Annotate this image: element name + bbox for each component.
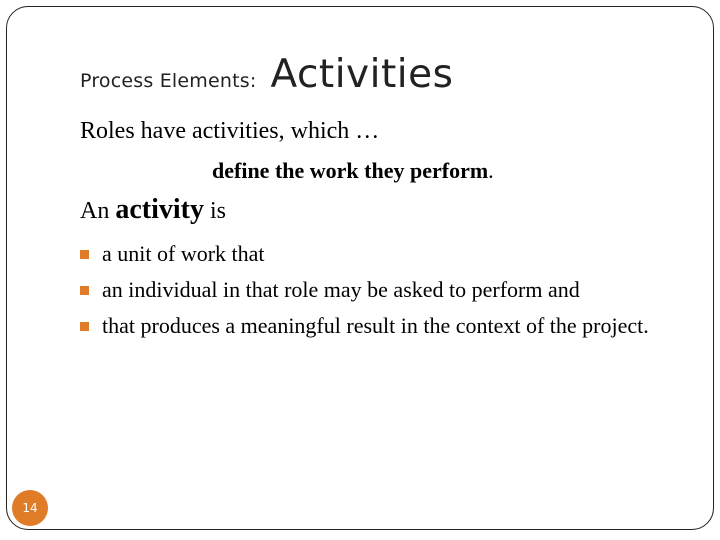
page-number-badge: 14 <box>12 490 48 526</box>
definition-text: define the work they perform <box>212 158 489 183</box>
slide-title <box>80 52 453 97</box>
square-bullet-icon <box>80 250 89 259</box>
definition-line <box>212 158 494 184</box>
bullet-text: an individual in that role may be asked to perform and <box>102 277 580 302</box>
list-item <box>80 310 690 342</box>
activity-intro-suffix: is <box>203 198 226 224</box>
activity-intro-line <box>80 194 226 226</box>
bullet-text: that produces a meaningful result in the context of the project. <box>102 313 649 338</box>
bullet-list <box>80 238 690 346</box>
activity-keyword: activity <box>115 194 204 225</box>
square-bullet-icon <box>80 322 89 331</box>
title-main: Activities <box>270 52 454 97</box>
list-item <box>80 274 690 306</box>
list-item <box>80 238 690 270</box>
definition-period: . <box>488 158 494 183</box>
title-prefix: Process Elements: <box>80 70 257 92</box>
intro-line: Roles have activities, which … <box>80 118 380 144</box>
square-bullet-icon <box>80 286 89 295</box>
bullet-text: a unit of work that <box>102 241 265 266</box>
activity-intro-prefix: An <box>80 198 116 224</box>
